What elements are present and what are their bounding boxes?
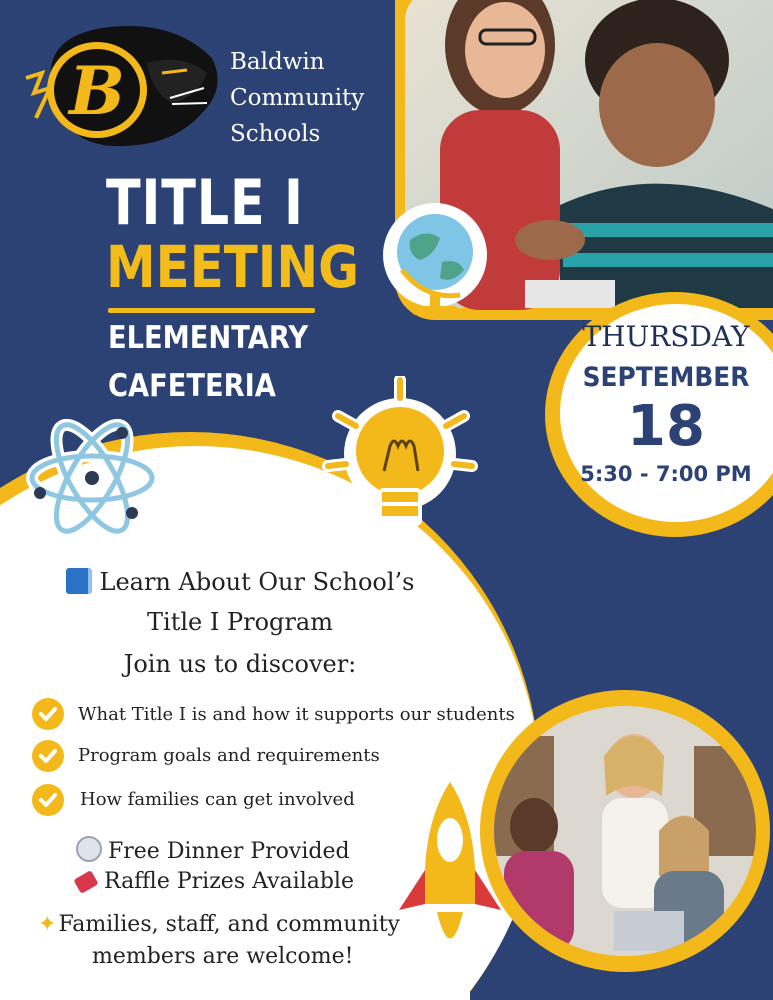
school-name-line-1: Baldwin xyxy=(230,49,325,75)
welcome-line-2: members are welcome! xyxy=(92,944,354,969)
ticket-icon xyxy=(73,870,98,894)
bullet-2: Program goals and requirements xyxy=(78,745,380,766)
event-time: 5:30 - 7:00 PM xyxy=(580,462,752,486)
raffle-line: Raffle Prizes Available xyxy=(76,869,354,894)
event-day: THURSDAY xyxy=(582,320,750,353)
atom-icon xyxy=(22,408,162,548)
school-name xyxy=(230,44,364,152)
sparkles-icon: ✦ xyxy=(38,912,57,937)
bullet-3: How families can get involved xyxy=(80,789,355,810)
panther-logo xyxy=(22,18,227,158)
logo-letter: B xyxy=(69,52,125,130)
school-name-line-2: Community xyxy=(230,85,365,111)
dinner-line: Free Dinner Provided xyxy=(76,836,350,864)
welcome-line-1: ✦Families, staff, and community xyxy=(38,912,400,937)
title-divider xyxy=(108,308,315,313)
event-month: SEPTEMBER xyxy=(582,362,750,393)
location-line-1: ELEMENTARY xyxy=(108,320,309,356)
check-icon xyxy=(32,784,64,816)
location-line-2: CAFETERIA xyxy=(108,368,276,404)
check-icon xyxy=(32,698,64,730)
title-line-1: TITLE I xyxy=(106,166,304,239)
book-icon xyxy=(66,568,92,594)
title-line-2: MEETING xyxy=(106,233,360,301)
school-name-line-3: Schools xyxy=(230,121,321,147)
bullet-1: What Title I is and how it supports our students xyxy=(78,704,515,725)
event-date-number: 18 xyxy=(627,394,705,459)
intro-line-2: Title I Program xyxy=(147,608,333,636)
lightbulb-icon xyxy=(318,376,488,546)
plate-icon xyxy=(76,836,102,862)
intro-line-3: Join us to discover: xyxy=(123,650,357,678)
check-icon xyxy=(32,740,64,772)
globe-icon xyxy=(380,200,495,325)
students-photo xyxy=(494,706,756,956)
intro-line-1: Learn About Our School’s xyxy=(40,562,440,602)
